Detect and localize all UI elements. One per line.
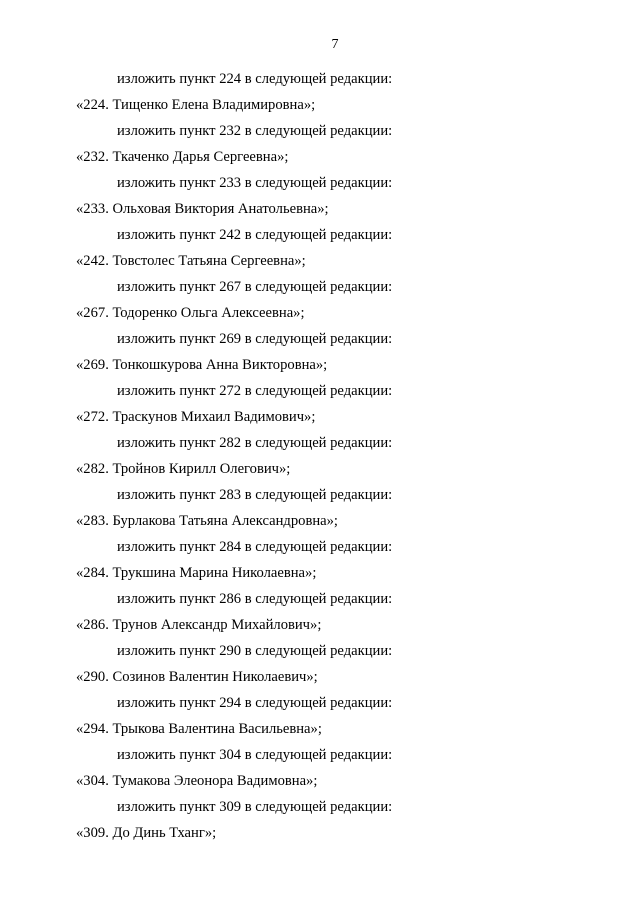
- amendment-entry: «290. Созинов Валентин Николаевич»;: [76, 669, 318, 685]
- amendment-instruction: изложить пункт 304 в следующей редакции:: [117, 747, 393, 763]
- amendment-entry: «272. Траскунов Михаил Вадимович»;: [76, 409, 316, 425]
- amendment-instruction: изложить пункт 272 в следующей редакции:: [117, 383, 393, 399]
- amendment-entry: «304. Тумакова Элеонора Вадимовна»;: [76, 773, 318, 789]
- amendment-instruction: изложить пункт 309 в следующей редакции:: [117, 799, 393, 815]
- amendment-entry: «309. До Динь Тханг»;: [76, 825, 217, 841]
- amendment-instruction: изложить пункт 284 в следующей редакции:: [117, 539, 393, 555]
- amendment-entry: «283. Бурлакова Татьяна Александровна»;: [76, 513, 338, 529]
- amendment-instruction: изложить пункт 282 в следующей редакции:: [117, 435, 393, 451]
- amendment-instruction: изложить пункт 233 в следующей редакции:: [117, 175, 393, 191]
- amendment-entry: «242. Товстолес Татьяна Сергеевна»;: [76, 253, 306, 269]
- amendment-instruction: изложить пункт 269 в следующей редакции:: [117, 331, 393, 347]
- page-number: 7: [331, 37, 339, 52]
- amendment-instruction: изложить пункт 290 в следующей редакции:: [117, 643, 393, 659]
- amendment-instruction: изложить пункт 242 в следующей редакции:: [117, 227, 393, 243]
- amendment-entry: «233. Ольховая Виктория Анатольевна»;: [76, 201, 329, 217]
- amendment-instruction: изложить пункт 283 в следующей редакции:: [117, 487, 393, 503]
- amendment-instruction: изложить пункт 286 в следующей редакции:: [117, 591, 393, 607]
- amendment-instruction: изложить пункт 294 в следующей редакции:: [117, 695, 393, 711]
- amendment-instruction: изложить пункт 224 в следующей редакции:: [117, 71, 393, 87]
- amendment-instruction: изложить пункт 267 в следующей редакции:: [117, 279, 393, 295]
- amendment-entry: «286. Трунов Александр Михайлович»;: [76, 617, 322, 633]
- amendment-entry: «294. Трыкова Валентина Васильевна»;: [76, 721, 322, 737]
- amendment-entry: «267. Тодоренко Ольга Алексеевна»;: [76, 305, 305, 321]
- amendment-entry: «232. Ткаченко Дарья Сергеевна»;: [76, 149, 289, 165]
- document-body: [0, 66, 640, 846]
- amendment-entry: «284. Трукшина Марина Николаевна»;: [76, 565, 317, 581]
- amendment-instruction: изложить пункт 232 в следующей редакции:: [117, 123, 393, 139]
- amendment-entry: «282. Тройнов Кирилл Олегович»;: [76, 461, 291, 477]
- amendment-entry: «269. Тонкошкурова Анна Викторовна»;: [76, 357, 328, 373]
- amendment-entry: «224. Тищенко Елена Владимировна»;: [76, 97, 316, 113]
